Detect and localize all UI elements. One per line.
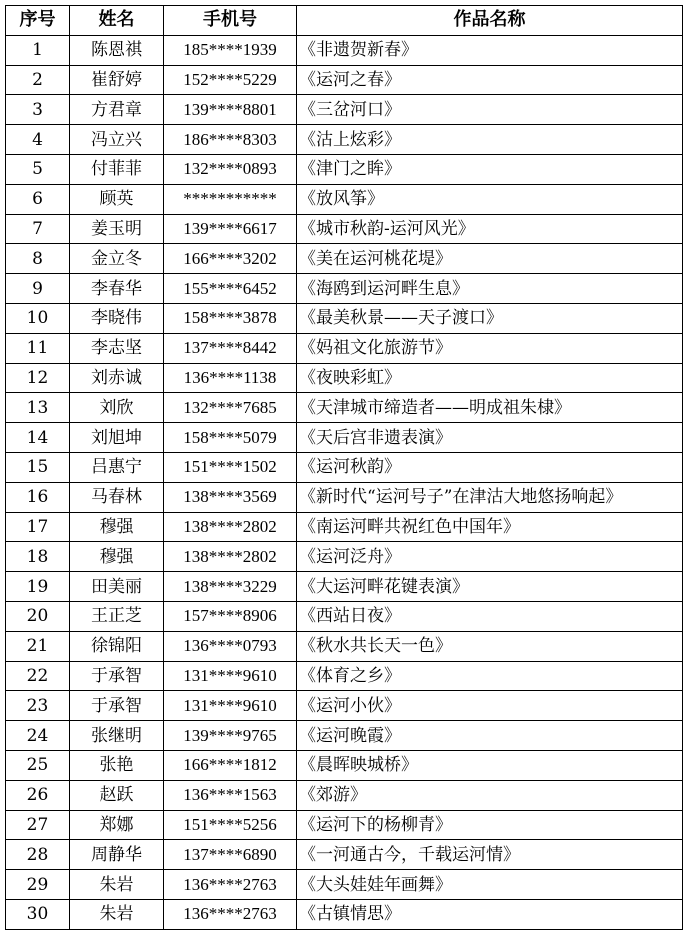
row-name: 田美丽 [70, 572, 164, 602]
table-row [6, 333, 683, 363]
table-row [6, 691, 683, 721]
row-phone: 155****6452 [164, 274, 297, 304]
row-phone: 137****6890 [164, 840, 297, 870]
row-index: 1 [6, 35, 70, 65]
row-index: 15 [6, 452, 70, 482]
row-name: 李春华 [70, 274, 164, 304]
table-row [6, 423, 683, 453]
row-work-title: 《津门之眸》 [297, 154, 683, 184]
row-index: 23 [6, 691, 70, 721]
row-work-title: 《非遗贺新春》 [297, 35, 683, 65]
row-index: 17 [6, 512, 70, 542]
table-row [6, 125, 683, 155]
row-work-title: 《海鸥到运河畔生息》 [297, 274, 683, 304]
row-work-title: 《郊游》 [297, 780, 683, 810]
row-work-title: 《古镇情思》 [297, 899, 683, 929]
row-phone: 138****3229 [164, 572, 297, 602]
table-row [6, 303, 683, 333]
row-index: 8 [6, 244, 70, 274]
row-index: 2 [6, 65, 70, 95]
row-phone: 151****5256 [164, 810, 297, 840]
row-phone: 131****9610 [164, 691, 297, 721]
row-phone: 139****6617 [164, 214, 297, 244]
row-phone: 139****8801 [164, 95, 297, 125]
row-name: 吕惠宁 [70, 452, 164, 482]
row-work-title: 《天津城市缔造者——明成祖朱棣》 [297, 393, 683, 423]
row-index: 12 [6, 363, 70, 393]
row-work-title: 《妈祖文化旅游节》 [297, 333, 683, 363]
row-name: 王正芝 [70, 601, 164, 631]
row-name: 于承智 [70, 691, 164, 721]
row-name: 冯立兴 [70, 125, 164, 155]
header-name: 姓名 [70, 6, 164, 36]
row-work-title: 《运河小伙》 [297, 691, 683, 721]
row-work-title: 《秋水共长天一色》 [297, 631, 683, 661]
row-phone: 136****1138 [164, 363, 297, 393]
table-row [6, 601, 683, 631]
table-row [6, 512, 683, 542]
row-phone: 136****2763 [164, 899, 297, 929]
row-phone: 158****3878 [164, 303, 297, 333]
row-work-title: 《沽上炫彩》 [297, 125, 683, 155]
table-row [6, 810, 683, 840]
table-row [6, 750, 683, 780]
row-name: 朱岩 [70, 899, 164, 929]
row-phone: *********** [164, 184, 297, 214]
row-work-title: 《城市秋韵-运河风光》 [297, 214, 683, 244]
row-work-title: 《放风筝》 [297, 184, 683, 214]
row-name: 刘旭坤 [70, 423, 164, 453]
row-index: 3 [6, 95, 70, 125]
row-index: 30 [6, 899, 70, 929]
row-index: 7 [6, 214, 70, 244]
row-name: 刘赤诚 [70, 363, 164, 393]
header-row [6, 6, 683, 36]
row-phone: 157****8906 [164, 601, 297, 631]
table-row [6, 363, 683, 393]
row-phone: 131****9610 [164, 661, 297, 691]
table-row [6, 482, 683, 512]
row-phone: 132****7685 [164, 393, 297, 423]
table-row [6, 572, 683, 602]
table-row [6, 35, 683, 65]
row-index: 11 [6, 333, 70, 363]
table-row [6, 840, 683, 870]
row-name: 李晓伟 [70, 303, 164, 333]
row-name: 穆强 [70, 512, 164, 542]
table-row [6, 452, 683, 482]
table-row [6, 214, 683, 244]
table-row [6, 542, 683, 572]
row-phone: 151****1502 [164, 452, 297, 482]
row-index: 26 [6, 780, 70, 810]
row-index: 22 [6, 661, 70, 691]
row-work-title: 《最美秋景——天子渡口》 [297, 303, 683, 333]
table-row [6, 661, 683, 691]
row-name: 马春林 [70, 482, 164, 512]
table-row [6, 184, 683, 214]
header-index: 序号 [6, 6, 70, 36]
row-phone: 138****2802 [164, 512, 297, 542]
row-phone: 166****3202 [164, 244, 297, 274]
header-work-title: 作品名称 [297, 6, 683, 36]
row-name: 付菲菲 [70, 154, 164, 184]
row-phone: 139****9765 [164, 721, 297, 751]
row-name: 穆强 [70, 542, 164, 572]
row-phone: 158****5079 [164, 423, 297, 453]
row-work-title: 《夜映彩虹》 [297, 363, 683, 393]
row-index: 25 [6, 750, 70, 780]
row-work-title: 《新时代“运河号子”在津沽大地悠扬响起》 [297, 482, 683, 512]
row-index: 28 [6, 840, 70, 870]
row-name: 刘欣 [70, 393, 164, 423]
row-name: 李志坚 [70, 333, 164, 363]
row-index: 10 [6, 303, 70, 333]
row-work-title: 《一河通古今，千载运河情》 [297, 840, 683, 870]
row-index: 4 [6, 125, 70, 155]
row-work-title: 《晨晖映城桥》 [297, 750, 683, 780]
row-name: 姜玉明 [70, 214, 164, 244]
table-row [6, 780, 683, 810]
row-work-title: 《体育之乡》 [297, 661, 683, 691]
row-phone: 136****1563 [164, 780, 297, 810]
row-work-title: 《南运河畔共祝红色中国年》 [297, 512, 683, 542]
table-row [6, 870, 683, 900]
row-work-title: 《美在运河桃花堤》 [297, 244, 683, 274]
table-row [6, 244, 683, 274]
row-index: 14 [6, 423, 70, 453]
table-row [6, 899, 683, 929]
row-name: 方君章 [70, 95, 164, 125]
table-row [6, 154, 683, 184]
row-index: 16 [6, 482, 70, 512]
header-phone: 手机号 [164, 6, 297, 36]
row-work-title: 《天后宫非遗表演》 [297, 423, 683, 453]
row-name: 金立冬 [70, 244, 164, 274]
row-phone: 136****0793 [164, 631, 297, 661]
row-index: 19 [6, 572, 70, 602]
row-work-title: 《西站日夜》 [297, 601, 683, 631]
row-phone: 132****0893 [164, 154, 297, 184]
row-phone: 166****1812 [164, 750, 297, 780]
table-row [6, 274, 683, 304]
table-row [6, 65, 683, 95]
row-name: 周静华 [70, 840, 164, 870]
row-index: 24 [6, 721, 70, 751]
table-body [6, 35, 683, 929]
row-work-title: 《运河之春》 [297, 65, 683, 95]
row-phone: 138****2802 [164, 542, 297, 572]
row-work-title: 《运河秋韵》 [297, 452, 683, 482]
row-name: 顾英 [70, 184, 164, 214]
row-name: 朱岩 [70, 870, 164, 900]
row-index: 27 [6, 810, 70, 840]
row-phone: 136****2763 [164, 870, 297, 900]
table-row [6, 95, 683, 125]
row-phone: 152****5229 [164, 65, 297, 95]
row-index: 21 [6, 631, 70, 661]
row-work-title: 《运河泛舟》 [297, 542, 683, 572]
row-index: 9 [6, 274, 70, 304]
row-name: 张艳 [70, 750, 164, 780]
table-header [6, 6, 683, 36]
row-index: 18 [6, 542, 70, 572]
row-name: 崔舒婷 [70, 65, 164, 95]
row-work-title: 《三岔河口》 [297, 95, 683, 125]
row-work-title: 《大运河畔花键表演》 [297, 572, 683, 602]
row-index: 6 [6, 184, 70, 214]
row-name: 赵跃 [70, 780, 164, 810]
row-phone: 138****3569 [164, 482, 297, 512]
row-phone: 185****1939 [164, 35, 297, 65]
row-index: 29 [6, 870, 70, 900]
row-name: 陈恩祺 [70, 35, 164, 65]
row-name: 徐锦阳 [70, 631, 164, 661]
table-row [6, 721, 683, 751]
row-phone: 186****8303 [164, 125, 297, 155]
row-name: 张继明 [70, 721, 164, 751]
table-row [6, 631, 683, 661]
row-work-title: 《运河晚霞》 [297, 721, 683, 751]
row-name: 郑娜 [70, 810, 164, 840]
row-name: 于承智 [70, 661, 164, 691]
row-index: 20 [6, 601, 70, 631]
table-row [6, 393, 683, 423]
row-work-title: 《大头娃娃年画舞》 [297, 870, 683, 900]
row-work-title: 《运河下的杨柳青》 [297, 810, 683, 840]
row-index: 13 [6, 393, 70, 423]
row-index: 5 [6, 154, 70, 184]
submissions-table [5, 5, 683, 930]
row-phone: 137****8442 [164, 333, 297, 363]
